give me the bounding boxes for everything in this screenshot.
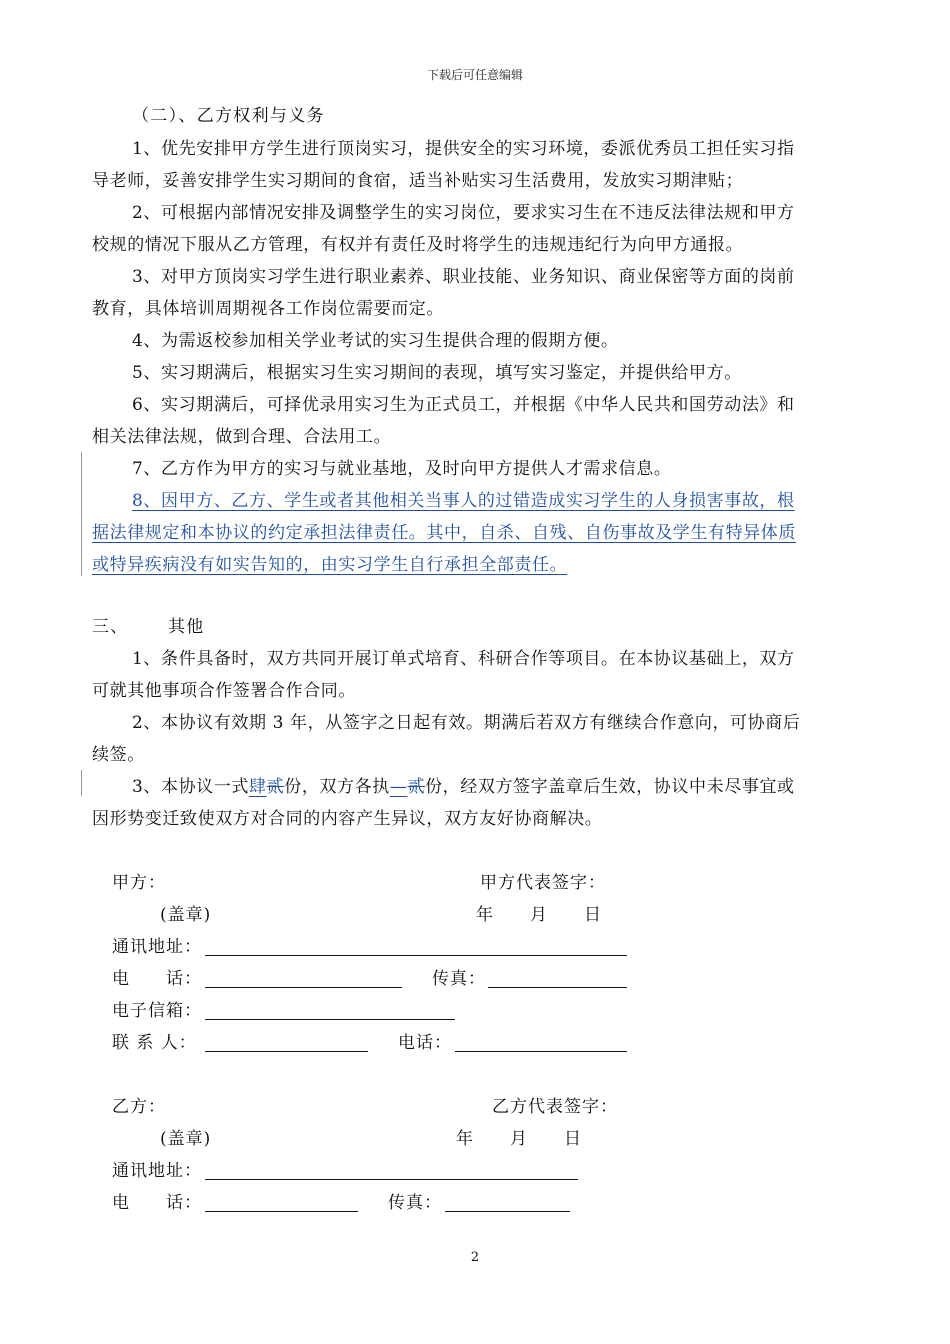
party-a-label: 甲方： bbox=[112, 873, 166, 893]
text-segment: 3、本协议一式 bbox=[132, 777, 250, 797]
party-a-email-label: 电子信箱： bbox=[112, 1001, 202, 1021]
paragraph-line: 续签。 bbox=[92, 745, 145, 765]
party-a-contact-phone-label: 电话： bbox=[398, 1033, 452, 1053]
section-title: 其他 bbox=[168, 617, 205, 637]
party-b-phone-field[interactable] bbox=[205, 1211, 358, 1212]
paragraph-line-with-revisions bbox=[132, 775, 795, 799]
party-a-address-field[interactable] bbox=[205, 955, 627, 956]
party-a-phone-field[interactable] bbox=[205, 987, 402, 988]
party-b-fax-field[interactable] bbox=[445, 1211, 570, 1212]
party-a-phone-label: 电 话： bbox=[112, 969, 202, 989]
revision-marker bbox=[81, 770, 82, 796]
inserted-text: 肆 bbox=[249, 777, 267, 797]
paragraph-line: 校规的情况下服从乙方管理，有权并有责任及时将学生的违规违纪行为向甲方通报。 bbox=[92, 235, 744, 255]
paragraph-line: 相关法律法规，做到合理、合法用工。 bbox=[92, 427, 392, 447]
paragraph-line: 2、可根据内部情况安排及调整学生的实习岗位，要求实习生在不违反法律法规和甲方 bbox=[132, 203, 795, 223]
party-b-address-field[interactable] bbox=[205, 1179, 578, 1180]
paragraph-line: 3、对甲方顶岗实习学生进行职业素养、职业技能、业务知识、商业保密等方面的岗前 bbox=[132, 267, 795, 287]
paragraph-line: 因形势变迁致使双方对合同的内容产生异议，双方友好协商解决。 bbox=[92, 809, 603, 829]
party-a-seal: (盖章) bbox=[160, 905, 212, 925]
deleted-text: 贰 bbox=[266, 777, 285, 797]
party-b-date: 年 月 日 bbox=[456, 1129, 582, 1149]
page-number: 2 bbox=[470, 1250, 480, 1265]
paragraph-line: 1、优先安排甲方学生进行顶岗实习，提供安全的实习环境，委派优秀员工担任实习指 bbox=[132, 139, 795, 159]
revised-paragraph-line: 据法律规定和本协议的约定承担法律责任。其中，自杀、自残、自伤事故及学生有特异体质 bbox=[92, 523, 796, 543]
paragraph-line: 1、条件具备时，双方共同开展订单式培育、科研合作等项目。在本协议基础上，双方 bbox=[132, 649, 795, 669]
paragraph-line: 6、实习期满后，可择优录用实习生为正式员工，并根据《中华人民共和国劳动法》和 bbox=[132, 395, 795, 415]
inserted-text: — bbox=[389, 777, 408, 797]
paragraph-line: 教育，具体培训周期视各工作岗位需要而定。 bbox=[92, 299, 444, 319]
section-title: （二）、乙方权利与义务 bbox=[132, 106, 325, 126]
section-number: 三、 bbox=[92, 617, 129, 637]
paragraph-line: 2、本协议有效期 3 年，从签字之日起有效。期满后若双方有继续合作意向，可协商后 bbox=[132, 713, 801, 733]
party-b-fax-label: 传真： bbox=[388, 1193, 442, 1213]
revised-paragraph-line: 8、因甲方、乙方、学生或者其他相关当事人的过错造成实习学生的人身损害事故，根 bbox=[132, 491, 795, 511]
party-a-contact-field[interactable] bbox=[205, 1051, 368, 1052]
party-a-date: 年 月 日 bbox=[476, 905, 602, 925]
text-segment: 份，双方各执 bbox=[284, 777, 390, 797]
paragraph-line: 可就其他事项合作签署合作合同。 bbox=[92, 681, 356, 701]
party-a-rep-label: 甲方代表签字： bbox=[480, 873, 606, 893]
paragraph-line: 7、乙方作为甲方的实习与就业基地，及时向甲方提供人才需求信息。 bbox=[132, 459, 672, 479]
party-a-email-field[interactable] bbox=[205, 1019, 455, 1020]
party-b-address-label: 通讯地址： bbox=[112, 1161, 202, 1181]
deleted-text: 贰 bbox=[407, 777, 426, 797]
page-header: 下载后可任意编辑 bbox=[426, 68, 523, 82]
party-b-phone-label: 电 话： bbox=[112, 1193, 202, 1213]
party-a-contact-label: 联 系 人： bbox=[112, 1033, 197, 1053]
party-a-fax-field[interactable] bbox=[488, 987, 627, 988]
party-a-address-label: 通讯地址： bbox=[112, 937, 202, 957]
revision-marker bbox=[81, 452, 82, 576]
party-a-fax-label: 传真： bbox=[432, 969, 486, 989]
paragraph-line: 5、实习期满后，根据实习生实习期间的表现，填写实习鉴定，并提供给甲方。 bbox=[132, 363, 742, 383]
party-a-contact-phone-field[interactable] bbox=[455, 1051, 627, 1052]
revised-paragraph-line: 或特异疾病没有如实告知的，由实习学生自行承担全部责任。 bbox=[92, 555, 568, 575]
party-b-rep-label: 乙方代表签字： bbox=[492, 1097, 618, 1117]
paragraph-line: 导老师，妥善安排学生实习期间的食宿，适当补贴实习生活费用，发放实习期津贴； bbox=[92, 171, 744, 191]
text-segment: 份，经双方签字盖章后生效，协议中未尽事宜或 bbox=[425, 777, 795, 797]
paragraph-line: 4、为需返校参加相关学业考试的实习生提供合理的假期方便。 bbox=[132, 331, 619, 351]
party-b-seal: (盖章) bbox=[160, 1129, 212, 1149]
party-b-label: 乙方： bbox=[112, 1097, 166, 1117]
